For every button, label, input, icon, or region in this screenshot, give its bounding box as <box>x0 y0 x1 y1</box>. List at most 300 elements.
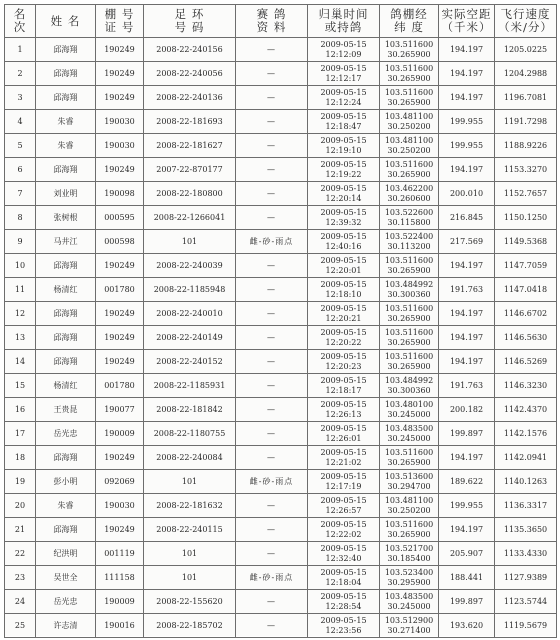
cell-speed-speed: 1146.5630 <box>503 332 548 342</box>
cell-arrival-time <box>308 614 380 638</box>
cell-speed-speed: 1152.7657 <box>503 188 548 198</box>
cell-distance <box>439 302 495 326</box>
cell-ring-number <box>144 350 236 374</box>
cell-speed <box>495 110 557 134</box>
cell-coordinates <box>380 182 439 206</box>
cell-speed <box>495 398 557 422</box>
cell-ring-number-ring: 2008-22-1185948 <box>153 284 226 294</box>
cell-ring-number-ring: 2007-22-870177 <box>156 164 223 174</box>
cell-distance <box>439 398 495 422</box>
header-arrival-time: 归巢时间 或持鸽 <box>308 5 380 38</box>
cell-coordinates-lat: 30.265900 <box>387 457 431 467</box>
cell-loft-id <box>96 62 144 86</box>
cell-arrival-time-date: 2009-05-15 <box>320 328 367 337</box>
table-row <box>5 398 557 422</box>
cell-speed <box>495 518 557 542</box>
cell-coordinates <box>380 566 439 590</box>
cell-rank <box>5 470 36 494</box>
cell-rank <box>5 254 36 278</box>
cell-loft-id <box>96 374 144 398</box>
cell-speed-speed: 1146.6702 <box>503 308 548 318</box>
cell-arrival-time-time: 12:22:02 <box>325 529 362 539</box>
table-row <box>5 542 557 566</box>
cell-speed-speed: 1146.3230 <box>503 380 548 390</box>
cell-name-name: 纪洪明 <box>53 548 78 558</box>
cell-name-name: 岳光忠 <box>53 428 78 438</box>
cell-distance-distance: 194.197 <box>449 164 484 174</box>
table-row <box>5 278 557 302</box>
cell-loft-id-loft: 190249 <box>104 68 135 78</box>
cell-arrival-time-time: 12:12:17 <box>325 73 362 83</box>
cell-pigeon-info <box>236 206 308 230</box>
cell-coordinates-lat: 30.265900 <box>387 49 431 59</box>
cell-loft-id <box>96 230 144 254</box>
cell-arrival-time <box>308 470 380 494</box>
cell-distance <box>439 134 495 158</box>
cell-loft-id-loft: 190249 <box>104 524 135 534</box>
cell-speed <box>495 62 557 86</box>
cell-name <box>36 86 96 110</box>
cell-name-name: 朱睿 <box>57 500 74 510</box>
cell-rank-rank: 24 <box>14 596 26 606</box>
cell-arrival-time-date: 2009-05-15 <box>320 448 367 457</box>
cell-distance <box>439 254 495 278</box>
cell-loft-id-loft: 001780 <box>104 284 135 294</box>
cell-distance-distance: 191.763 <box>449 380 484 390</box>
cell-loft-id-loft: 001119 <box>104 548 135 558</box>
cell-coordinates-lat: 30.185400 <box>387 553 431 563</box>
cell-loft-id <box>96 494 144 518</box>
cell-coordinates-lat: 30.265900 <box>387 73 431 83</box>
cell-coordinates-lon: 103.513600 <box>384 472 434 481</box>
cell-distance-distance: 205.907 <box>449 548 484 558</box>
cell-speed <box>495 230 557 254</box>
cell-arrival-time-time: 12:12:09 <box>325 49 362 59</box>
cell-name-name: 刘业明 <box>53 188 78 198</box>
cell-name <box>36 158 96 182</box>
cell-distance <box>439 110 495 134</box>
cell-ring-number <box>144 494 236 518</box>
cell-rank-rank: 1 <box>17 44 23 54</box>
cell-distance-distance: 194.197 <box>449 92 484 102</box>
cell-distance-distance: 194.197 <box>449 308 484 318</box>
cell-arrival-time-time: 12:18:17 <box>325 385 362 395</box>
header-pigeon-info: 赛 鸽 资 料 <box>236 5 308 38</box>
cell-name <box>36 62 96 86</box>
cell-arrival-time-time: 12:17:19 <box>325 481 362 491</box>
cell-distance <box>439 446 495 470</box>
cell-coordinates-lon: 103.522400 <box>384 232 434 241</box>
cell-loft-id-loft: 190249 <box>104 260 135 270</box>
cell-rank-rank: 11 <box>14 284 26 294</box>
cell-arrival-time <box>308 566 380 590</box>
table-row <box>5 518 557 542</box>
cell-arrival-time <box>308 398 380 422</box>
cell-arrival-time <box>308 86 380 110</box>
cell-coordinates-lon: 103.511600 <box>384 448 434 457</box>
cell-ring-number <box>144 422 236 446</box>
cell-coordinates-lon: 103.511600 <box>384 160 434 169</box>
cell-arrival-time <box>308 446 380 470</box>
cell-coordinates-lon: 103.484992 <box>384 376 434 385</box>
cell-coordinates <box>380 110 439 134</box>
cell-rank-rank: 19 <box>14 476 26 486</box>
cell-coordinates-lon: 103.481100 <box>384 136 434 145</box>
cell-coordinates-lat: 30.115800 <box>387 217 431 227</box>
cell-name <box>36 542 96 566</box>
cell-coordinates-lon: 103.511600 <box>384 256 434 265</box>
cell-distance-distance: 194.197 <box>449 68 484 78</box>
cell-coordinates-lon: 103.462200 <box>384 184 434 193</box>
cell-pigeon-info-info: — <box>267 92 276 102</box>
cell-pigeon-info <box>236 470 308 494</box>
cell-rank <box>5 278 36 302</box>
table-row <box>5 86 557 110</box>
table-row <box>5 62 557 86</box>
cell-distance <box>439 230 495 254</box>
cell-name <box>36 254 96 278</box>
cell-coordinates-lat: 30.300360 <box>387 289 431 299</box>
cell-rank <box>5 398 36 422</box>
cell-rank <box>5 566 36 590</box>
cell-ring-number <box>144 326 236 350</box>
cell-arrival-time <box>308 230 380 254</box>
cell-rank <box>5 542 36 566</box>
cell-pigeon-info <box>236 446 308 470</box>
cell-arrival-time-time: 12:26:13 <box>325 409 362 419</box>
cell-pigeon-info-info: — <box>267 548 276 558</box>
cell-coordinates-lat: 30.250200 <box>387 145 431 155</box>
cell-ring-number <box>144 518 236 542</box>
cell-coordinates-lat: 30.113200 <box>387 241 431 251</box>
cell-speed-speed: 1136.3317 <box>503 500 548 510</box>
cell-name <box>36 398 96 422</box>
cell-coordinates <box>380 374 439 398</box>
cell-loft-id-loft: 190030 <box>104 116 135 126</box>
cell-ring-number-ring: 2008-22-181627 <box>156 140 223 150</box>
cell-rank-rank: 3 <box>17 92 23 102</box>
cell-speed <box>495 374 557 398</box>
cell-pigeon-info-info: — <box>267 188 276 198</box>
cell-arrival-time-date: 2009-05-15 <box>320 496 367 505</box>
cell-ring-number <box>144 446 236 470</box>
cell-distance-distance: 194.197 <box>449 452 484 462</box>
cell-coordinates-lat: 30.265900 <box>387 337 431 347</box>
cell-arrival-time <box>308 62 380 86</box>
cell-arrival-time-time: 12:18:10 <box>325 289 362 299</box>
cell-arrival-time-time: 12:20:23 <box>325 361 362 371</box>
cell-arrival-time-date: 2009-05-15 <box>320 352 367 361</box>
cell-coordinates-lon: 103.511600 <box>384 352 434 361</box>
cell-distance <box>439 206 495 230</box>
cell-arrival-time-date: 2009-05-15 <box>320 40 367 49</box>
cell-arrival-time-time: 12:18:47 <box>325 121 362 131</box>
cell-rank-rank: 17 <box>14 428 26 438</box>
cell-arrival-time-date: 2009-05-15 <box>320 112 367 121</box>
cell-coordinates-lon: 103.511600 <box>384 328 434 337</box>
header-name: 姓 名 <box>36 5 96 38</box>
cell-distance-distance: 199.955 <box>449 500 484 510</box>
cell-speed-speed: 1205.0225 <box>503 44 548 54</box>
cell-pigeon-info <box>236 86 308 110</box>
cell-arrival-time <box>308 38 380 62</box>
cell-coordinates-lon: 103.523400 <box>384 568 434 577</box>
cell-pigeon-info-info: — <box>267 44 276 54</box>
cell-arrival-time <box>308 542 380 566</box>
cell-arrival-time-date: 2009-05-15 <box>320 400 367 409</box>
cell-coordinates <box>380 518 439 542</box>
cell-pigeon-info-info: — <box>267 140 276 150</box>
cell-loft-id <box>96 158 144 182</box>
cell-name-name: 杨清红 <box>53 284 78 294</box>
cell-speed-speed: 1147.7059 <box>503 260 548 270</box>
cell-loft-id <box>96 518 144 542</box>
cell-loft-id <box>96 206 144 230</box>
cell-distance-distance: 216.845 <box>449 212 484 222</box>
cell-name-name: 邱海翔 <box>53 92 78 102</box>
cell-loft-id-loft: 190030 <box>104 140 135 150</box>
cell-distance-distance: 194.197 <box>449 260 484 270</box>
cell-coordinates-lon: 103.483500 <box>384 424 434 433</box>
cell-arrival-time <box>308 278 380 302</box>
cell-speed-speed: 1127.9389 <box>503 572 548 582</box>
cell-speed <box>495 326 557 350</box>
results-body <box>5 38 557 638</box>
cell-loft-id <box>96 86 144 110</box>
cell-arrival-time-date: 2009-05-15 <box>320 616 367 625</box>
cell-distance <box>439 566 495 590</box>
cell-loft-id <box>96 278 144 302</box>
cell-coordinates <box>380 86 439 110</box>
cell-loft-id <box>96 446 144 470</box>
cell-coordinates <box>380 350 439 374</box>
cell-arrival-time-date: 2009-05-15 <box>320 88 367 97</box>
cell-distance <box>439 422 495 446</box>
cell-speed-speed: 1133.4330 <box>503 548 548 558</box>
cell-pigeon-info <box>236 158 308 182</box>
cell-arrival-time-time: 12:20:14 <box>325 193 362 203</box>
cell-pigeon-info-info: — <box>267 596 276 606</box>
cell-coordinates-lat: 30.294700 <box>387 481 431 491</box>
cell-name <box>36 470 96 494</box>
cell-rank-rank: 14 <box>14 356 26 366</box>
cell-loft-id-loft: 001780 <box>104 380 135 390</box>
table-row <box>5 446 557 470</box>
cell-arrival-time-time: 12:20:01 <box>325 265 362 275</box>
cell-rank <box>5 590 36 614</box>
cell-coordinates-lat: 30.265900 <box>387 529 431 539</box>
cell-coordinates <box>380 206 439 230</box>
cell-ring-number <box>144 374 236 398</box>
cell-pigeon-info <box>236 566 308 590</box>
cell-pigeon-info-info: — <box>267 308 276 318</box>
cell-ring-number-ring: 2008-22-1266041 <box>153 212 226 222</box>
cell-ring-number-ring: 2008-22-240039 <box>156 260 223 270</box>
cell-coordinates-lon: 103.511600 <box>384 520 434 529</box>
cell-arrival-time-date: 2009-05-15 <box>320 208 367 217</box>
cell-ring-number-ring: 2008-22-240149 <box>156 332 223 342</box>
cell-arrival-time <box>308 422 380 446</box>
cell-speed-speed: 1123.5744 <box>503 596 548 606</box>
cell-arrival-time-date: 2009-05-15 <box>320 136 367 145</box>
cell-coordinates <box>380 614 439 638</box>
cell-speed <box>495 254 557 278</box>
cell-coordinates-lat: 30.265900 <box>387 265 431 275</box>
cell-arrival-time <box>308 134 380 158</box>
table-row <box>5 374 557 398</box>
cell-ring-number-ring: 101 <box>181 236 198 246</box>
cell-speed-speed: 1119.5679 <box>503 620 548 630</box>
cell-pigeon-info <box>236 134 308 158</box>
table-row <box>5 470 557 494</box>
cell-loft-id <box>96 470 144 494</box>
cell-arrival-time <box>308 326 380 350</box>
cell-pigeon-info <box>236 374 308 398</box>
cell-pigeon-info <box>236 518 308 542</box>
cell-loft-id-loft: 190016 <box>104 620 135 630</box>
cell-name <box>36 446 96 470</box>
cell-coordinates-lon: 103.512900 <box>384 616 434 625</box>
cell-speed-speed: 1142.4370 <box>503 404 548 414</box>
cell-speed <box>495 590 557 614</box>
cell-speed-speed: 1142.1576 <box>503 428 548 438</box>
cell-coordinates <box>380 446 439 470</box>
cell-pigeon-info <box>236 230 308 254</box>
cell-arrival-time-time: 12:26:01 <box>325 433 362 443</box>
table-row <box>5 566 557 590</box>
cell-loft-id-loft: 190249 <box>104 452 135 462</box>
cell-loft-id <box>96 398 144 422</box>
cell-pigeon-info-info: — <box>267 332 276 342</box>
cell-rank-rank: 21 <box>14 524 26 534</box>
cell-loft-id <box>96 590 144 614</box>
cell-rank <box>5 518 36 542</box>
cell-loft-id <box>96 38 144 62</box>
cell-speed <box>495 446 557 470</box>
table-row <box>5 206 557 230</box>
cell-coordinates-lon: 103.511600 <box>384 64 434 73</box>
cell-pigeon-info-info: 雌-砂-雨点 <box>249 236 294 246</box>
cell-loft-id <box>96 134 144 158</box>
cell-loft-id <box>96 326 144 350</box>
cell-pigeon-info-info: — <box>267 524 276 534</box>
cell-ring-number <box>144 206 236 230</box>
cell-coordinates <box>380 278 439 302</box>
header-coordinates: 鸽棚经 纬 度 <box>380 5 439 38</box>
cell-name-name: 邱海翔 <box>53 332 78 342</box>
cell-name-name: 朱睿 <box>57 140 74 150</box>
cell-ring-number <box>144 38 236 62</box>
cell-coordinates-lon: 103.521700 <box>384 544 434 553</box>
cell-ring-number <box>144 278 236 302</box>
cell-loft-id <box>96 350 144 374</box>
cell-arrival-time-date: 2009-05-15 <box>320 256 367 265</box>
cell-arrival-time-date: 2009-05-15 <box>320 592 367 601</box>
cell-arrival-time-date: 2009-05-15 <box>320 160 367 169</box>
header-rank: 名 次 <box>5 5 36 38</box>
cell-distance <box>439 518 495 542</box>
cell-ring-number <box>144 62 236 86</box>
cell-speed <box>495 566 557 590</box>
cell-loft-id-loft: 190249 <box>104 164 135 174</box>
cell-ring-number-ring: 2008-22-240115 <box>156 524 223 534</box>
cell-ring-number-ring: 101 <box>181 572 198 582</box>
cell-pigeon-info-info: — <box>267 68 276 78</box>
cell-distance <box>439 374 495 398</box>
cell-speed-speed: 1153.3270 <box>503 164 548 174</box>
cell-speed-speed: 1147.0418 <box>503 284 548 294</box>
cell-rank-rank: 8 <box>17 212 23 222</box>
cell-pigeon-info <box>236 62 308 86</box>
cell-pigeon-info <box>236 542 308 566</box>
cell-name-name: 邱海翔 <box>53 356 78 366</box>
cell-pigeon-info-info: 雌-砂-雨点 <box>249 476 294 486</box>
cell-rank-rank: 13 <box>14 332 26 342</box>
cell-loft-id-loft: 000598 <box>104 236 135 246</box>
cell-ring-number-ring: 2008-22-181632 <box>156 500 223 510</box>
cell-ring-number-ring: 101 <box>181 476 198 486</box>
cell-coordinates-lon: 103.511600 <box>384 304 434 313</box>
cell-arrival-time-time: 12:28:54 <box>325 601 362 611</box>
cell-loft-id <box>96 182 144 206</box>
cell-distance-distance: 199.955 <box>449 140 484 150</box>
cell-loft-id-loft: 190249 <box>104 356 135 366</box>
cell-distance-distance: 199.955 <box>449 116 484 126</box>
cell-name <box>36 302 96 326</box>
cell-speed <box>495 182 557 206</box>
cell-rank-rank: 12 <box>14 308 26 318</box>
cell-speed-speed: 1150.1250 <box>503 212 548 222</box>
cell-pigeon-info <box>236 302 308 326</box>
race-results-table <box>4 4 557 638</box>
cell-pigeon-info <box>236 38 308 62</box>
cell-pigeon-info-info: — <box>267 284 276 294</box>
cell-coordinates <box>380 422 439 446</box>
cell-rank <box>5 350 36 374</box>
cell-distance <box>439 542 495 566</box>
cell-coordinates-lat: 30.265900 <box>387 97 431 107</box>
table-row <box>5 326 557 350</box>
cell-ring-number <box>144 302 236 326</box>
cell-loft-id <box>96 254 144 278</box>
cell-ring-number-ring: 2008-22-240136 <box>156 92 223 102</box>
cell-arrival-time-date: 2009-05-15 <box>320 184 367 193</box>
cell-distance-distance: 188.441 <box>449 572 484 582</box>
results-sheet <box>4 4 556 636</box>
cell-rank-rank: 22 <box>14 548 26 558</box>
cell-name-name: 吴世全 <box>53 572 78 582</box>
table-row <box>5 614 557 638</box>
cell-speed <box>495 134 557 158</box>
cell-name <box>36 590 96 614</box>
cell-rank-rank: 4 <box>17 116 23 126</box>
cell-coordinates-lat: 30.245000 <box>387 601 431 611</box>
cell-pigeon-info <box>236 182 308 206</box>
cell-coordinates-lon: 103.480100 <box>384 400 434 409</box>
cell-speed <box>495 494 557 518</box>
cell-pigeon-info <box>236 110 308 134</box>
cell-rank-rank: 2 <box>17 68 23 78</box>
cell-rank-rank: 10 <box>14 260 26 270</box>
cell-distance <box>439 614 495 638</box>
cell-ring-number-ring: 2008-22-240152 <box>156 356 223 366</box>
cell-name-name: 邱海翔 <box>53 164 78 174</box>
cell-arrival-time-time: 12:39:32 <box>325 217 362 227</box>
cell-arrival-time <box>308 182 380 206</box>
cell-ring-number-ring: 2008-22-240156 <box>156 44 223 54</box>
cell-arrival-time-time: 12:21:02 <box>325 457 362 467</box>
cell-rank <box>5 134 36 158</box>
